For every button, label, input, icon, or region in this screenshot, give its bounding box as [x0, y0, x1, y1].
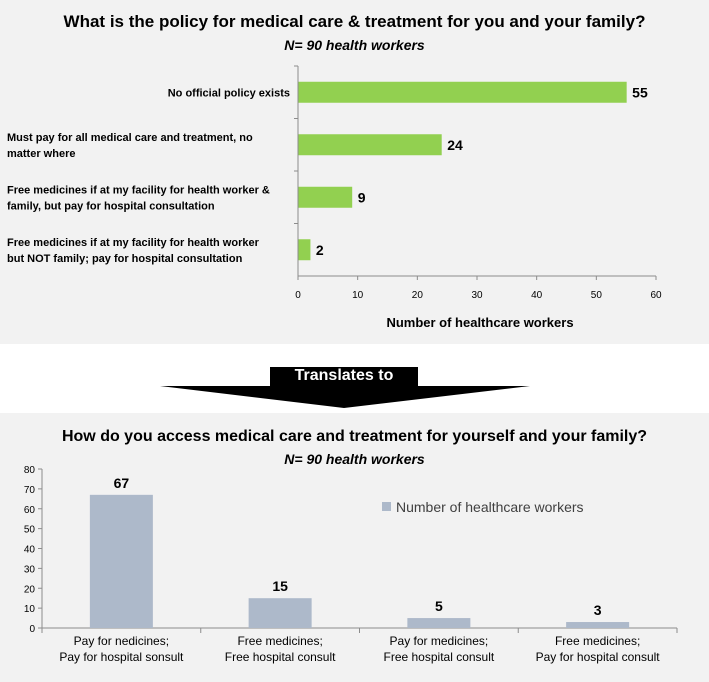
category-label: family, but pay for hospital consultation — [7, 200, 215, 213]
y-tick-label: 70 — [23, 484, 35, 496]
legend-label: Number of healthcare workers — [396, 499, 584, 515]
bar — [407, 618, 470, 628]
category-label: Free hospital consult — [383, 650, 495, 664]
category-label: Free medicines if at my facility for health worker — [7, 236, 259, 249]
category-label: Pay for hospital consult — [535, 650, 660, 664]
y-tick-label: 60 — [23, 504, 35, 516]
y-tick-label: 80 — [23, 465, 35, 476]
y-tick-label: 40 — [23, 544, 35, 556]
x-tick-label: 40 — [531, 290, 543, 301]
data-label: 9 — [357, 189, 366, 206]
y-tick-label: 50 — [23, 524, 35, 536]
data-label: 2 — [315, 241, 324, 258]
x-tick-label: 60 — [650, 290, 662, 301]
data-label: 3 — [593, 602, 602, 619]
data-label: 5 — [434, 598, 443, 615]
category-label: Pay for hospital sonsult — [59, 650, 184, 664]
bottom-chart-subtitle: N= 90 health workers — [284, 451, 425, 467]
category-label: Free hospital consult — [224, 650, 336, 664]
legend-swatch — [382, 502, 391, 511]
top-chart-title: What is the policy for medical care & treatment for you and your family? — [63, 12, 646, 31]
data-label: 15 — [272, 578, 288, 595]
data-label: 55 — [632, 84, 648, 101]
y-tick-label: 30 — [23, 564, 35, 576]
x-tick-label: 10 — [352, 290, 364, 301]
bar — [90, 495, 153, 628]
x-axis-title: Number of healthcare workers — [386, 315, 574, 330]
y-tick-label: 10 — [23, 604, 35, 616]
category-label: but NOT family; pay for hospital consultation — [7, 252, 243, 265]
x-tick-label: 50 — [590, 290, 602, 301]
data-label: 24 — [447, 136, 463, 153]
category-label: matter where — [7, 147, 76, 160]
bar — [566, 622, 629, 628]
category-label: Free medicines if at my facility for health worker & — [7, 184, 270, 197]
arrow-label: Translates to — [294, 367, 394, 384]
category-label: No official policy exists — [167, 87, 290, 100]
x-tick-label: 0 — [295, 290, 301, 301]
category-label: Pay for medicines; — [389, 634, 489, 648]
bottom-chart-title: How do you access medical care and treatment for yourself and your family? — [61, 428, 648, 445]
category-label: Must pay for all medical care and treatment, no — [7, 131, 253, 144]
category-label: Pay for nedicines; — [73, 634, 170, 648]
top-chart-subtitle: N= 90 health workers — [284, 37, 425, 53]
y-tick-label: 20 — [23, 584, 35, 596]
x-tick-label: 30 — [471, 290, 483, 301]
bar — [249, 598, 312, 628]
category-label: Free medicines; — [554, 634, 641, 648]
category-label: Free medicines; — [237, 634, 323, 648]
x-tick-label: 20 — [411, 290, 423, 301]
y-tick-label: 0 — [29, 624, 35, 635]
data-label: 67 — [113, 474, 130, 491]
